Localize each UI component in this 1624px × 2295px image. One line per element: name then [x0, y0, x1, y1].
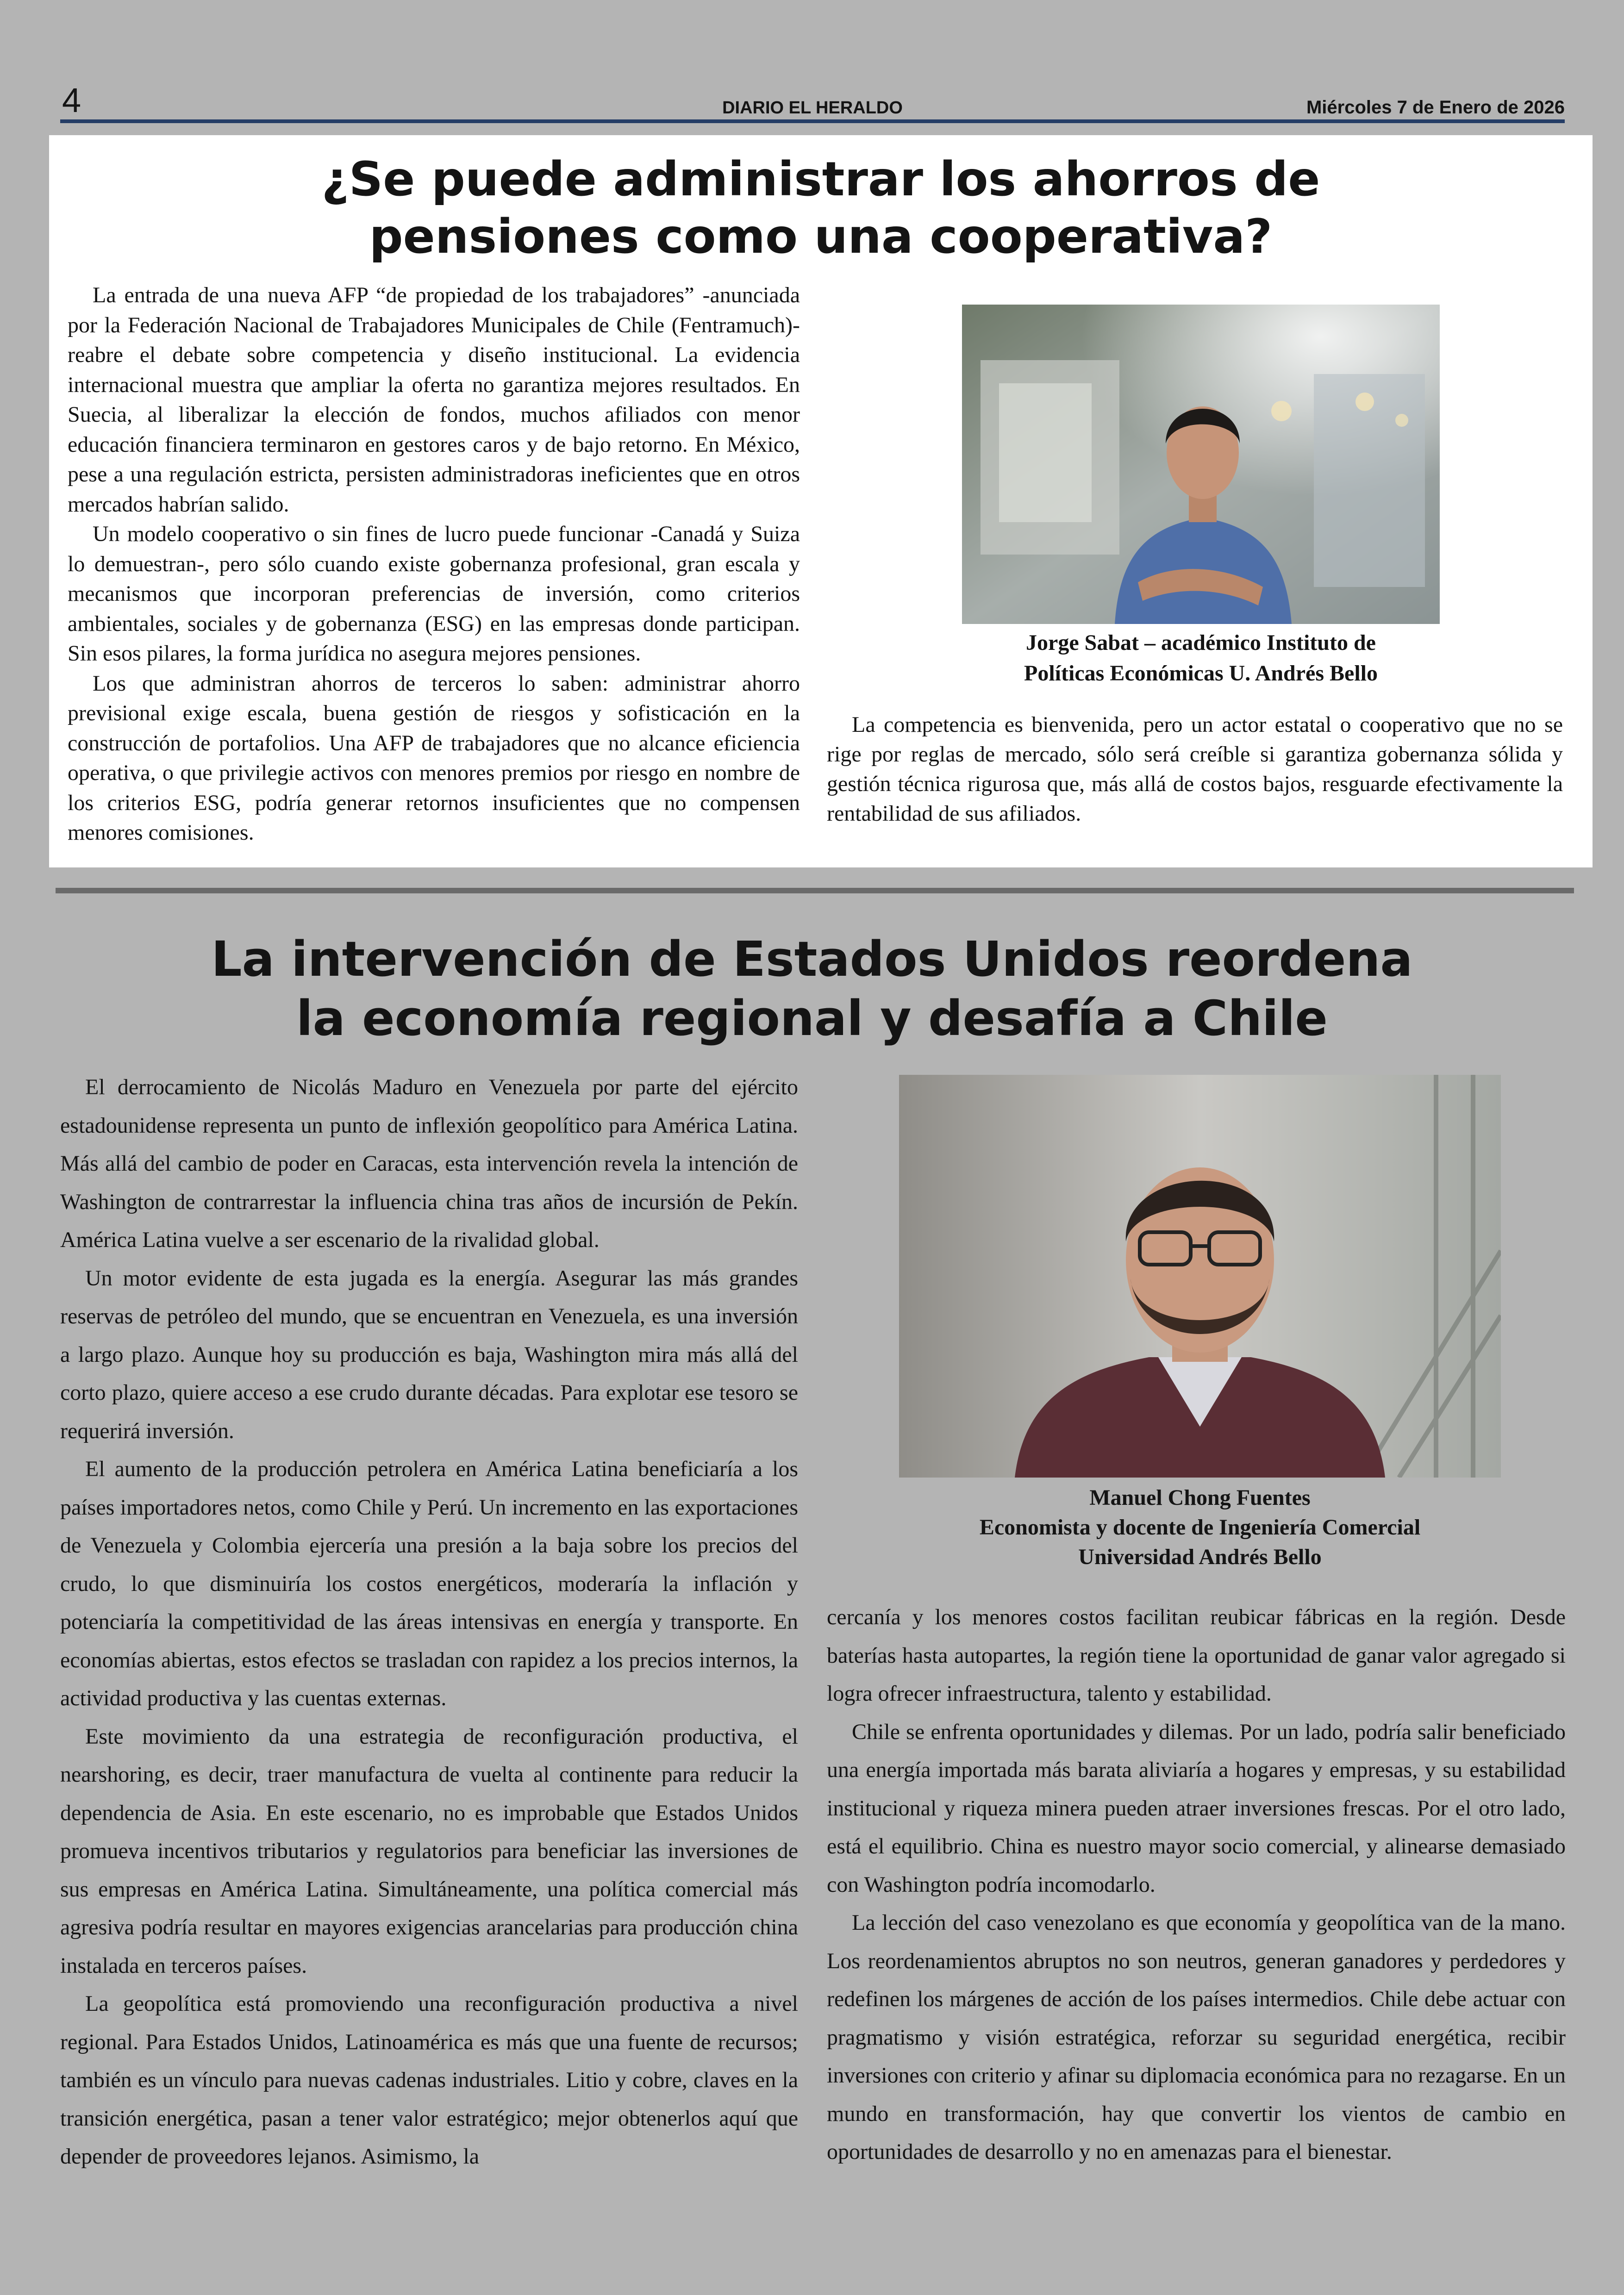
- photo-caption-jorge-sabat: [855, 628, 1547, 689]
- caption-line: Universidad Andrés Bello: [1078, 1545, 1322, 1569]
- paragraph: La lección del caso venezolano es que economía y geopolítica van de la mano. Los reordenamientos abruptos no son neutros, generan ganadores y perdedores y redefinen los márgenes de acción de los países intermedios. Chile debe actuar con pragmatismo y visión estratégica, reforzar su seguridad energética, recibir inversiones con criterio y afinar su diplomacia económica para no rezagarse. En un mundo en transformación, hay que convertir los vientos de cambio en oportunidades de desarrollo y no en amenazas para el bienestar.: [827, 1910, 1566, 2164]
- paragraph: Este movimiento da una estrategia de reconfiguración productiva, el nearshoring, es decir, traer manufactura de vuelta al continente para reducir la dependencia de Asia. En este escenario, no es improbable que Estados Unidos promueva incentivos tributarios y regulatorios para beneficiar las inversiones de sus empresas en América Latina. Simultáneamente, una política comercial más agresiva podría resultar en mayores exigencias arancelarias para producción china instalada en terceros países.: [60, 1724, 798, 1978]
- article-us-intervention-left-column: [60, 1068, 798, 2176]
- caption-line: Economista y docente de Ingeniería Comercial: [979, 1515, 1421, 1540]
- photo-caption-manuel-chong: [825, 1483, 1575, 1572]
- title-line: La intervención de Estados Unidos reordena: [211, 931, 1413, 987]
- title-line: la economía regional y desafía a Chile: [296, 990, 1328, 1047]
- paragraph: Un motor evidente de esta jugada es la energía. Asegurar las más grandes reservas de petróleo del mundo, que se encuentran en Venezuela, es una inversión a largo plazo. Aunque hoy su producción es baja, Washington mira más allá del corto plazo, quiere acceso a ese crudo durante décadas. Para explotar ese tesoro se requerirá inversión.: [60, 1266, 798, 1443]
- portrait-manuel-chong-fuentes: [899, 1075, 1501, 1478]
- paragraph: Un modelo cooperativo o sin fines de lucro puede funcionar -Canadá y Suiza lo demuestran-, pero sólo cuando existe gobernanza profesional, gran escala y mecanismos que incorporan preferencias de inversión, como criterios ambientales, sociales y de gobernanza (ESG) en las empresas donde participan. Sin esos pilares, la forma jurídica no asegura mejores pensiones.: [68, 522, 800, 666]
- portrait-jorge-sabat: [962, 305, 1440, 624]
- caption-line: Jorge Sabat – académico Instituto de: [1026, 630, 1376, 655]
- paragraph: La geopolítica está promoviendo una reconfiguración productiva a nivel regional. Para Estados Unidos, Latinoamérica es más que una fuente de recursos; también es un vínculo para nuevas cadenas industriales. Litio y cobre, claves en la transición energética, pasan a tener valor estratégico; mejor obtenerlos aquí que depender de proveedores lejanos. Asimismo, la: [60, 1991, 798, 2169]
- paragraph: La competencia es bienvenida, pero un actor estatal o cooperativo que no se rige por reglas de mercado, sólo será creíble si garantiza gobernanza sólida y gestión técnica rigurosa que, más allá de costos bajos, resguarde efectivamente la rentabilidad de sus afiliados.: [827, 712, 1563, 826]
- page-number: 4: [62, 81, 81, 119]
- newspaper-name: DIARIO EL HERALDO: [722, 98, 903, 118]
- caption-line: Políticas Económicas U. Andrés Bello: [1024, 661, 1378, 686]
- paragraph: La entrada de una nueva AFP “de propiedad de los trabajadores” -anunciada por la Federación Nacional de Trabajadores Municipales de Chile (Fentramuch)- reabre el debate sobre competencia y diseño institucional. La evidencia internacional muestra que ampliar la oferta no garantiza mejores resultados. En Suecia, al liberalizar la elección de fondos, muchos afiliados con menor educación financiera terminaron en gestores caros y de bajo retorno. En México, pese a una regulación estricta, persisten administradoras ineficientes que en otros mercados habrían salido.: [68, 283, 800, 517]
- title-line: ¿Se puede administrar los ahorros de: [321, 152, 1320, 207]
- paragraph: cercanía y los menores costos facilitan reubicar fábricas en la región. Desde baterías hasta autopartes, la región tiene la oportunidad de ganar valor agregado si logra ofrecer infraestructura, talento y estabilidad.: [827, 1605, 1566, 1706]
- article-pensions-left-column: [68, 281, 800, 848]
- issue-date: Miércoles 7 de Enero de 2026: [1306, 97, 1565, 118]
- article-us-intervention-title: [0, 929, 1624, 1048]
- title-line: pensiones como una cooperativa?: [369, 209, 1273, 264]
- caption-line: Manuel Chong Fuentes: [1089, 1485, 1311, 1510]
- page-header: [60, 80, 1565, 126]
- section-divider: [56, 888, 1574, 893]
- header-rule: [60, 119, 1565, 123]
- paragraph: Los que administran ahorros de terceros lo saben: administrar ahorro previsional exige escala, buena gestión de riesgos y sofisticación en la construcción de portafolios. Una AFP de trabajadores que no alcance eficiencia operativa, o que privilegie activos con menores premios por riesgo en nombre de los criterios ESG, podría generar retornos insuficientes que no compensen menores comisiones.: [68, 671, 800, 845]
- article-pensions-title: [49, 151, 1593, 266]
- article-pensions-right-column: [827, 710, 1563, 829]
- article-pensions: [49, 135, 1593, 867]
- paragraph: El aumento de la producción petrolera en América Latina beneficiaría a los países importadores netos, como Chile y Perú. Un incremento en las exportaciones de Venezuela y Colombia ejercería una presión a la baja sobre los precios del crudo, lo que disminuiría los costos energéticos, moderaría la inflación y potenciaría la competitividad de las áreas intensivas en energía y transporte. En economías abiertas, estos efectos se trasladan con rapidez a los precios internos, la actividad productiva y las cuentas externas.: [60, 1457, 798, 1710]
- article-us-intervention-right-column: [827, 1598, 1566, 2171]
- paragraph: Chile se enfrenta oportunidades y dilemas. Por un lado, podría salir beneficiado una energía importada más barata aliviaría a hogares y empresas, y su estabilidad institucional y riqueza minera pueden atraer inversiones frescas. Por el otro lado, está el equilibrio. China es nuestro mayor socio comercial, y alinearse demasiado con Washington podría incomodarlo.: [827, 1719, 1566, 1897]
- paragraph: El derrocamiento de Nicolás Maduro en Venezuela por parte del ejército estadounidense representa un punto de inflexión geopolítico para América Latina. Más allá del cambio de poder en Caracas, esta intervención revela la intención de Washington de contrarrestar la influencia china tras años de incursión de Pekín. América Latina vuelve a ser escenario de la rivalidad global.: [60, 1075, 798, 1252]
